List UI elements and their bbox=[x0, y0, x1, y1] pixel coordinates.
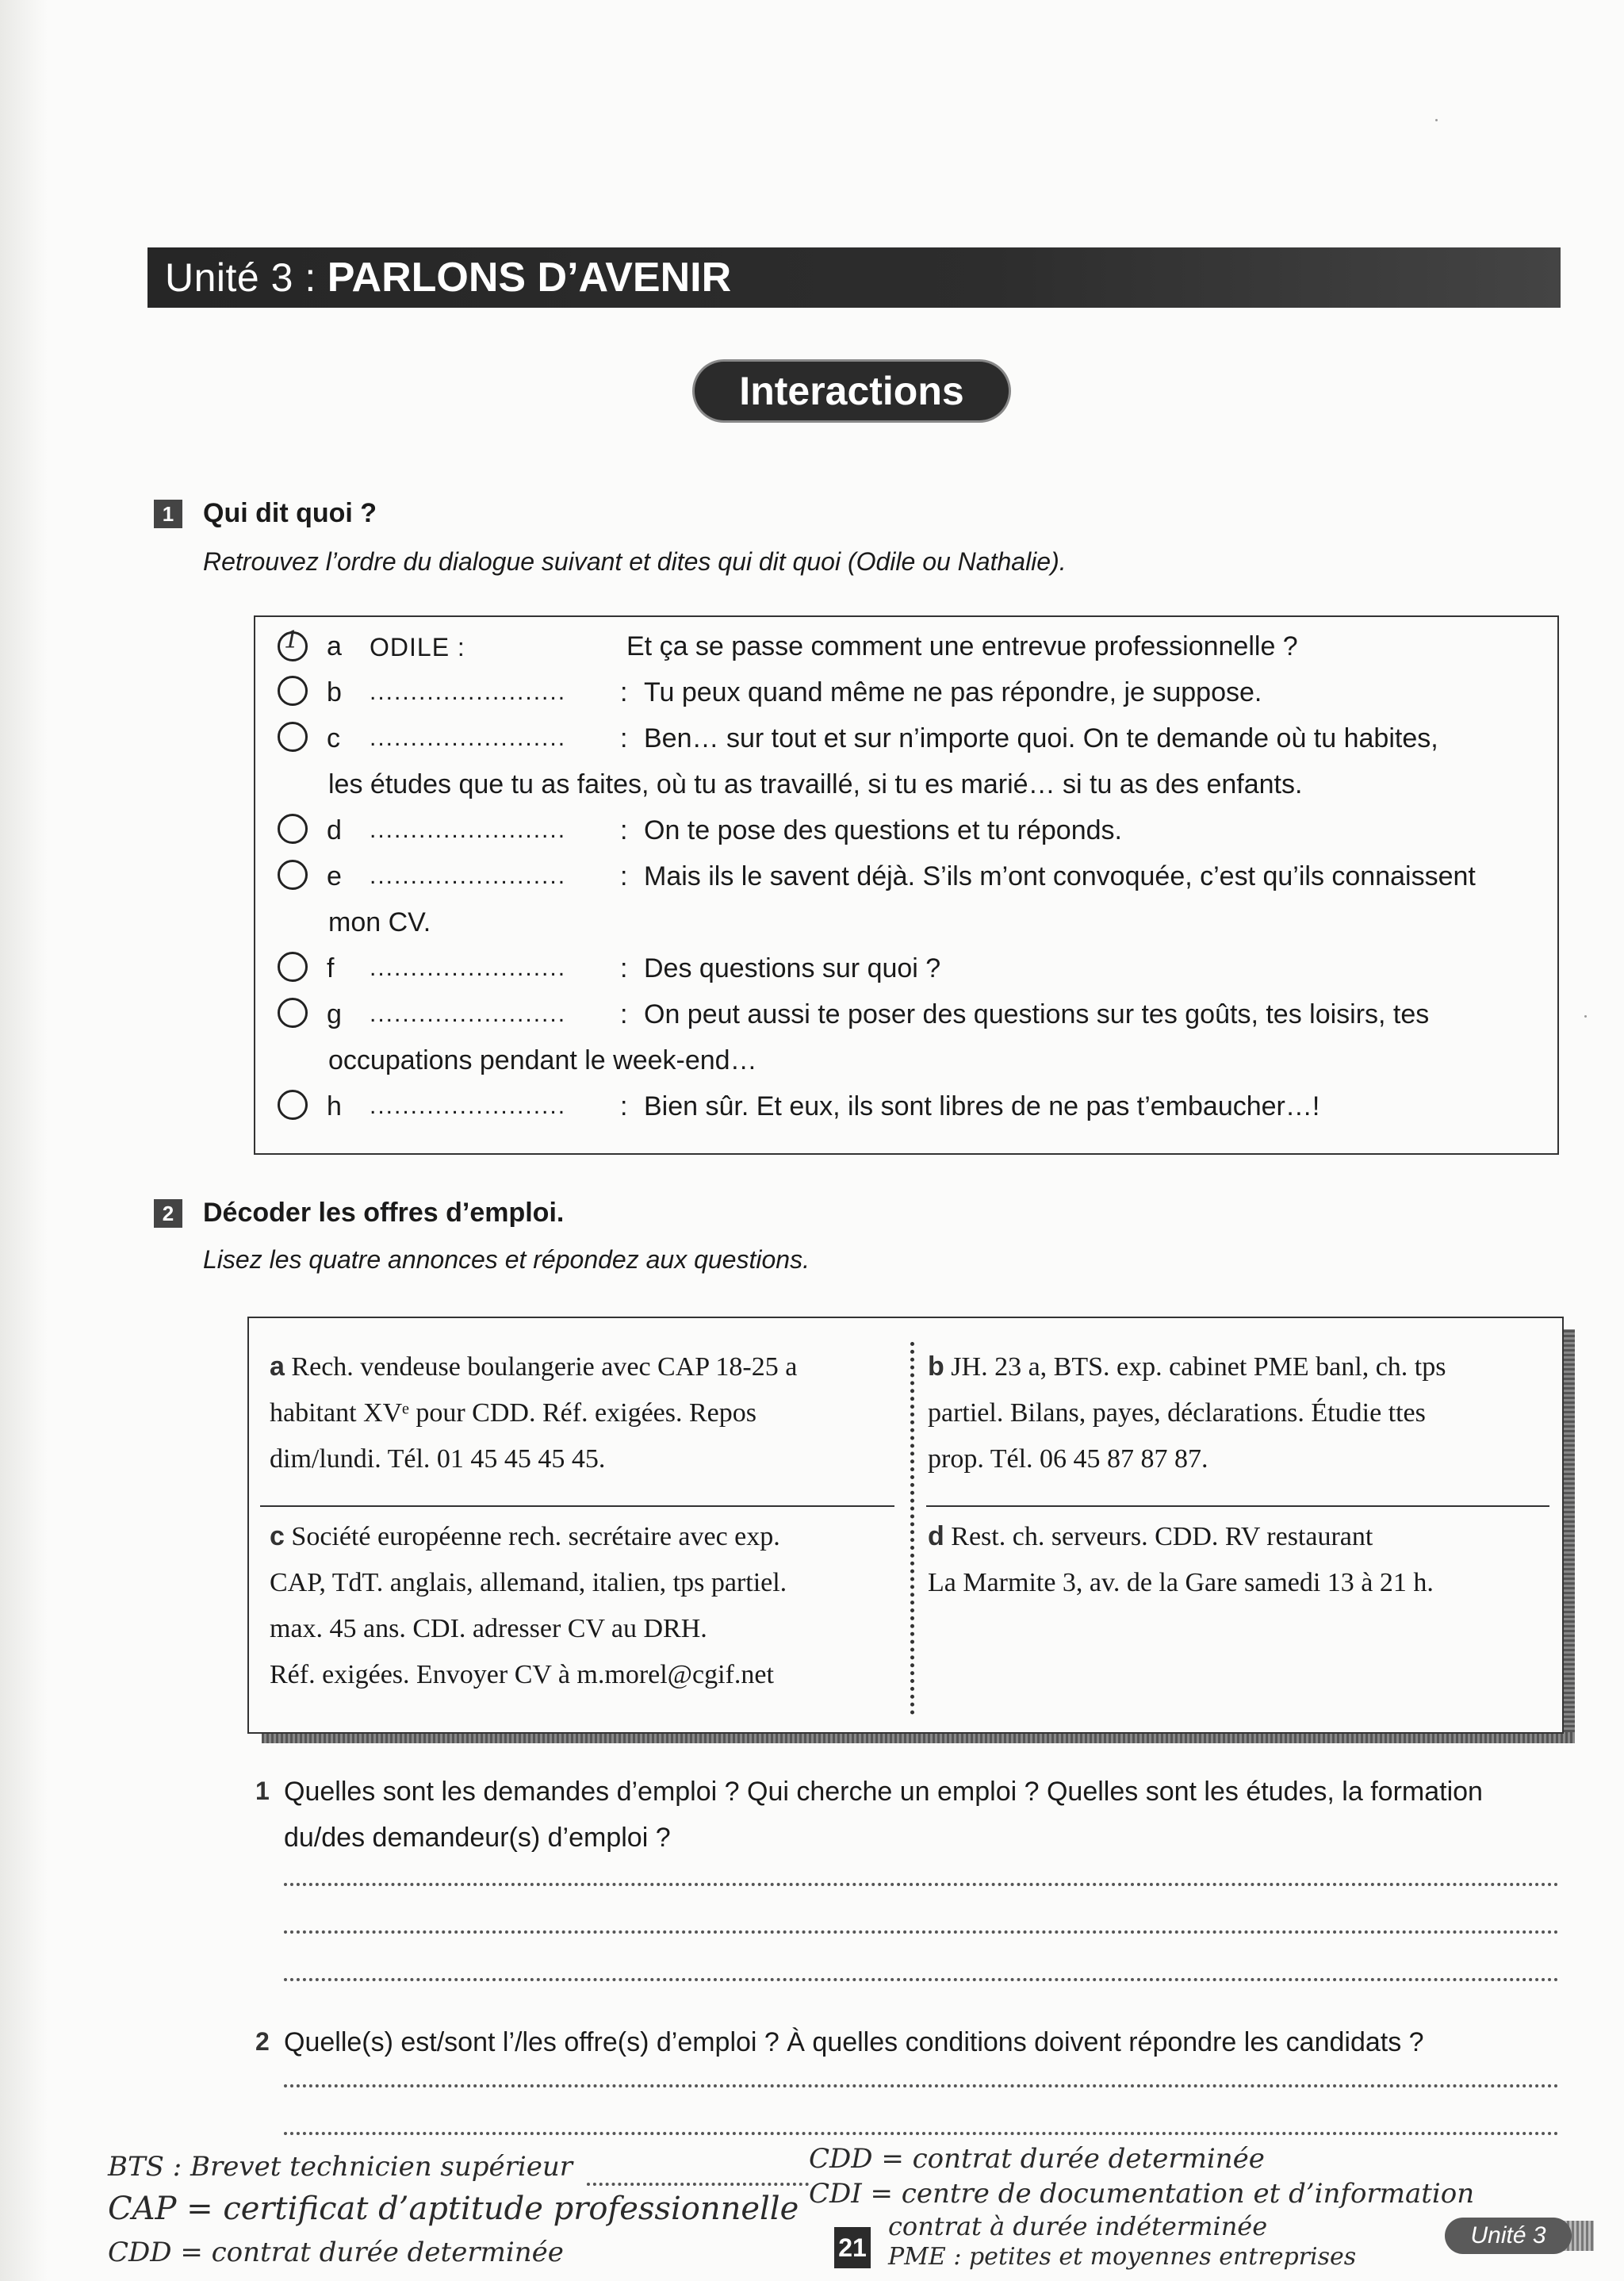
ads-box-shadow-right bbox=[1562, 1329, 1575, 1742]
question-1-line-1: Quelles sont les demandes d’emploi ? Qui cherche un emploi ? Quelles sont les études, la formation bbox=[284, 1777, 1483, 1807]
line-letter-a: a bbox=[327, 631, 342, 661]
dialogue-line-c-cont: les études que tu as faites, où tu as travaillé, si tu es marié… si tu as des enfants. bbox=[328, 769, 1303, 799]
speaker-a: ODILE : bbox=[370, 633, 465, 661]
colon-h: : bbox=[620, 1091, 628, 1121]
handwritten-note-cdd-left: CDD = contrat durée determinée bbox=[108, 2237, 564, 2268]
section-title: Interactions bbox=[739, 369, 964, 413]
answer-line-q1-1[interactable] bbox=[284, 1883, 1559, 1886]
ad-b-line-3: prop. Tél. 06 45 87 87 87. bbox=[928, 1444, 1208, 1474]
question-2-text: Quelle(s) est/sont l’/les offre(s) d’emploi ? À quelles conditions doivent répondre les candidats ? bbox=[284, 2027, 1424, 2057]
dialogue-line-e-cont: mon CV. bbox=[328, 907, 431, 937]
exercise-2-instruction: Lisez les quatre annonces et répondez aux questions. bbox=[203, 1245, 810, 1274]
handwritten-note-pme: PME : petites et moyennes entreprises bbox=[888, 2243, 1357, 2271]
speaker-blank-g[interactable]: ........................ bbox=[370, 1001, 567, 1027]
unit-tab: Unité 3 bbox=[1445, 2218, 1572, 2254]
question-1-text bbox=[284, 1769, 1483, 1861]
dialogue-line-c: Ben… sur tout et sur n’importe quoi. On te demande où tu habites, bbox=[644, 723, 1438, 753]
handwritten-note-cdd-right: CDD = contrat durée determinée bbox=[809, 2143, 1265, 2175]
exercise-1-instruction: Retrouvez l’ordre du dialogue suivant et dites qui dit quoi (Odile ou Nathalie). bbox=[203, 547, 1067, 576]
job-ad-b bbox=[928, 1344, 1446, 1482]
unit-title: PARLONS D’AVENIR bbox=[327, 255, 732, 301]
ads-horizontal-separator-right bbox=[926, 1505, 1549, 1507]
speaker-blank-c[interactable]: ........................ bbox=[370, 725, 567, 751]
dialogue-line-b: Tu peux quand même ne pas répondre, je suppose. bbox=[644, 677, 1262, 707]
order-circle-e[interactable] bbox=[278, 860, 308, 890]
unit-number: Unité 3 : bbox=[165, 255, 316, 300]
question-1-line-2: du/des demandeur(s) d’emploi ? bbox=[284, 1823, 671, 1853]
colon-e: : bbox=[620, 861, 628, 891]
ad-a-line-3: dim/lundi. Tél. 01 45 45 45 45. bbox=[270, 1444, 606, 1474]
ad-letter-c: c bbox=[270, 1521, 285, 1551]
dialogue-line-h: Bien sûr. Et eux, ils sont libres de ne pas t’embaucher…! bbox=[644, 1091, 1320, 1121]
order-circle-d[interactable] bbox=[278, 814, 308, 844]
unit-banner bbox=[147, 247, 1561, 308]
exercise-2-title: Décoder les offres d’emploi. bbox=[203, 1198, 565, 1228]
ads-vertical-separator bbox=[910, 1342, 914, 1715]
job-ad-a bbox=[270, 1344, 797, 1482]
exercise-1-number: 1 bbox=[154, 500, 182, 528]
ad-a-line-2: habitant XVᵉ pour CDD. Réf. exigées. Repos bbox=[270, 1398, 756, 1428]
speaker-blank-d[interactable]: ........................ bbox=[370, 817, 567, 843]
ad-d-line-1: Rest. ch. serveurs. CDD. RV restaurant bbox=[951, 1522, 1373, 1551]
line-letter-d: d bbox=[327, 815, 342, 845]
colon-f: : bbox=[620, 953, 628, 983]
job-ad-d bbox=[928, 1513, 1434, 1606]
dialogue-line-e: Mais ils le savent déjà. S’ils m’ont convoquée, c’est qu’ils connaissent bbox=[644, 861, 1476, 891]
ad-d-line-2: La Marmite 3, av. de la Gare samedi 13 à 21 h. bbox=[928, 1568, 1434, 1597]
ad-letter-b: b bbox=[928, 1351, 944, 1382]
handwritten-note-cdi: CDI = centre de documentation et d’information bbox=[809, 2178, 1475, 2210]
line-letter-b: b bbox=[327, 677, 342, 707]
line-letter-h: h bbox=[327, 1091, 342, 1121]
dialogue-line-g-cont: occupations pendant le week-end… bbox=[328, 1045, 757, 1075]
answer-line-q2-2[interactable] bbox=[284, 2132, 1559, 2135]
ad-c-line-4: Réf. exigées. Envoyer CV à m.morel@cgif.net bbox=[270, 1660, 774, 1689]
order-circle-c[interactable] bbox=[278, 722, 308, 752]
scan-speck bbox=[1435, 119, 1438, 121]
line-letter-c: c bbox=[327, 723, 340, 753]
section-title-pill bbox=[695, 362, 1009, 420]
ad-b-line-2: partiel. Bilans, payes, déclarations. Étudie ttes bbox=[928, 1398, 1426, 1428]
order-circle-f[interactable] bbox=[278, 952, 308, 982]
colon-g: : bbox=[620, 999, 628, 1029]
dialogue-line-d: On te pose des questions et tu réponds. bbox=[644, 815, 1122, 845]
answer-line-q2-3[interactable] bbox=[587, 2183, 809, 2186]
exercise-1-title: Qui dit quoi ? bbox=[203, 498, 377, 528]
ad-letter-a: a bbox=[270, 1351, 285, 1382]
dialogue-line-a: Et ça se passe comment une entrevue professionnelle ? bbox=[626, 631, 1298, 661]
ad-c-line-2: CAP, TdT. anglais, allemand, italien, tps partiel. bbox=[270, 1568, 787, 1597]
speaker-blank-h[interactable]: ........................ bbox=[370, 1093, 567, 1119]
colon-d: : bbox=[620, 815, 628, 845]
answer-line-q2-1[interactable] bbox=[284, 2084, 1559, 2087]
dialogue-line-g: On peut aussi te poser des questions sur tes goûts, tes loisirs, tes bbox=[644, 999, 1430, 1029]
order-circle-h[interactable] bbox=[278, 1090, 308, 1120]
ad-a-line-1: Rech. vendeuse boulangerie avec CAP 18-25 a bbox=[291, 1352, 798, 1382]
order-circle-b[interactable] bbox=[278, 676, 308, 706]
handwritten-note-cdi-contrat: contrat à durée indéterminée bbox=[888, 2211, 1268, 2241]
job-ad-c bbox=[270, 1513, 787, 1698]
speaker-blank-e[interactable]: ........................ bbox=[370, 863, 567, 889]
ads-box-shadow-bottom bbox=[262, 1732, 1575, 1743]
page-number: 21 bbox=[834, 2227, 871, 2268]
scan-shadow-edge bbox=[0, 0, 48, 2281]
line-letter-e: e bbox=[327, 861, 342, 891]
question-2-number: 2 bbox=[255, 2027, 270, 2056]
speaker-blank-b[interactable]: ........................ bbox=[370, 679, 567, 705]
answer-line-q1-2[interactable] bbox=[284, 1930, 1559, 1934]
ad-b-line-1: JH. 23 a, BTS. exp. cabinet PME banl, ch. tps bbox=[951, 1352, 1446, 1382]
speaker-blank-f[interactable]: ........................ bbox=[370, 955, 567, 981]
colon-c: : bbox=[620, 723, 628, 753]
dialogue-line-f: Des questions sur quoi ? bbox=[644, 953, 941, 983]
handwritten-note-bts: BTS : Brevet technicien supérieur bbox=[108, 2151, 573, 2183]
ad-c-line-1: Société européenne rech. secrétaire avec exp. bbox=[291, 1522, 780, 1551]
order-mark-a: 1 bbox=[284, 627, 300, 654]
line-letter-f: f bbox=[327, 953, 335, 983]
ad-c-line-3: max. 45 ans. CDI. adresser CV au DRH. bbox=[270, 1614, 707, 1643]
handwritten-note-cap: CAP = certificat d’aptitude professionnelle bbox=[108, 2191, 799, 2227]
colon-b: : bbox=[620, 677, 628, 707]
order-circle-g[interactable] bbox=[278, 998, 308, 1028]
line-letter-g: g bbox=[327, 999, 342, 1029]
question-1-number: 1 bbox=[255, 1777, 270, 1805]
exercise-2-number: 2 bbox=[154, 1199, 182, 1228]
scan-speck bbox=[1584, 1015, 1587, 1018]
ad-letter-d: d bbox=[928, 1521, 944, 1551]
ads-horizontal-separator-left bbox=[260, 1505, 894, 1507]
answer-line-q1-3[interactable] bbox=[284, 1978, 1559, 1981]
